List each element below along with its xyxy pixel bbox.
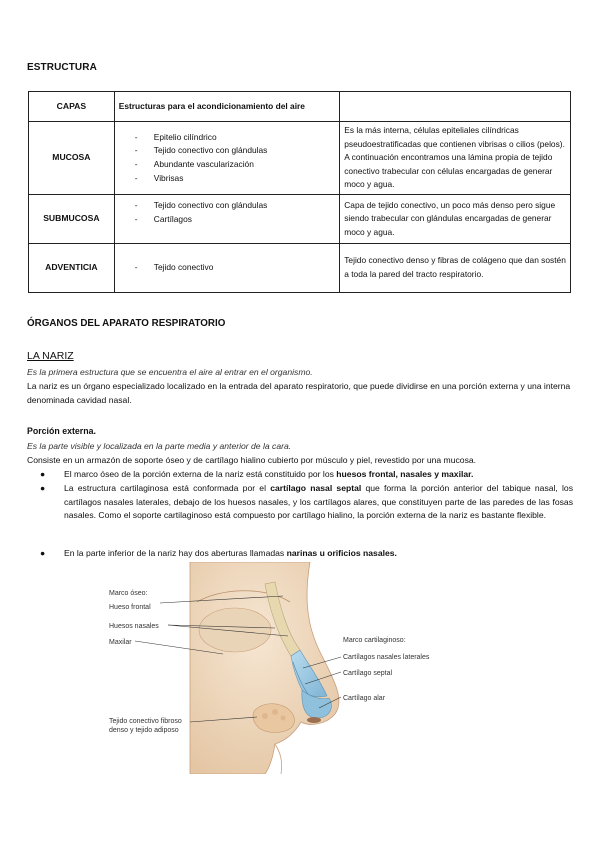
- label-lateral-cartilage: Cartílagos nasales laterales: [343, 654, 430, 661]
- label-nasal-bones: Huesos nasales: [109, 623, 159, 630]
- bullet-dot-icon: ●: [40, 548, 46, 558]
- bullet-item: [40, 468, 573, 482]
- list-item: - Abundante vascularización: [135, 158, 339, 172]
- bullet-item: [40, 547, 573, 561]
- list-item: - Tejido conectivo: [135, 261, 339, 275]
- table-row: [29, 243, 571, 292]
- layer-description: Es la más interna, células epiteliales cilíndricas pseudoestratificadas que contienen vibrisas o cilios (pelos). A continuación encontramos una lámina propia de tejido conectivo trabecular con células encargadas de generar moco y agua.: [340, 122, 571, 195]
- organs-title: ÓRGANOS DEL APARATO RESPIRATORIO: [27, 318, 226, 329]
- list-item: - Tejido conectivo con glándulas: [135, 144, 339, 158]
- layer-items: [114, 122, 339, 195]
- nose-title: LA NARIZ: [27, 350, 74, 362]
- upper-lip: [275, 744, 282, 774]
- bullet-dot-icon: ●: [40, 483, 46, 493]
- layer-name: SUBMUCOSA: [29, 194, 115, 243]
- table-row: [29, 194, 571, 243]
- nose-anatomy-figure: [105, 562, 435, 774]
- bullet-text: En la parte inferior de la nariz hay dos aberturas llamadas: [64, 548, 287, 558]
- bullet-text: La estructura cartilaginosa está conformada por el: [64, 483, 271, 493]
- layer-name: MUCOSA: [29, 122, 115, 195]
- label-tissue-2: denso y tejido adiposo: [109, 727, 179, 734]
- list-item: - Epitelio cilíndrico: [135, 131, 339, 145]
- header-estructuras: Estructuras para el acondicionamiento del aire: [114, 92, 339, 122]
- header-capas: CAPAS: [29, 92, 115, 122]
- table-row: [29, 122, 571, 195]
- nose-intro: La nariz es un órgano especializado localizado en la entrada del aparato respiratorio, que puede dividirse en una porción externa y una interna denominada cavidad nasal.: [27, 381, 571, 405]
- nostril: [307, 717, 321, 723]
- bullet-bold: cartílago nasal septal: [270, 483, 362, 493]
- bullet-text: que forma la porción anterior del tabique nasal, los cartílagos nasales laterales, debajo de los huesos nasales, y los cartílagos alares, que constituyen parte de las paredes de las fosas nasales. Como el soporte cartilaginoso está compuesto por cartílago hialino, la porción externa de la nariz es bastante flexible.: [64, 483, 574, 520]
- label-bone-frame: Marco óseo:: [109, 590, 148, 597]
- layers-table: [28, 91, 571, 293]
- table-header-row: [29, 92, 571, 122]
- bullet-bold: narinas u orificios nasales.: [286, 548, 397, 558]
- label-septal-cartilage: Cartílago septal: [343, 670, 393, 677]
- external-text: Consiste en un armazón de soporte óseo y de cartílago hialino cubierto por músculo y piel, revestido por una mucosa.: [27, 455, 477, 465]
- layer-name: ADVENTICIA: [29, 243, 115, 292]
- layer-items: [114, 243, 339, 292]
- face-skin: [190, 562, 339, 774]
- label-maxilla: Maxilar: [109, 639, 132, 646]
- label-tissue-1: Tejido conectivo fibroso: [109, 718, 182, 725]
- label-alar-cartilage: Cartílago alar: [343, 695, 386, 702]
- bullet-text: El marco óseo de la porción externa de la nariz está constituido por los: [64, 469, 337, 479]
- eye-region: [199, 608, 271, 652]
- layer-description: Tejido conectivo denso y fibras de colágeno que dan sostén a toda la pared del tracto respiratorio.: [340, 243, 571, 292]
- nose-intro-italic: Es la primera estructura que se encuentra el aire al entrar en el organismo.: [27, 367, 313, 377]
- header-empty: [340, 92, 571, 122]
- list-item: - Tejido conectivo con glándulas: [135, 199, 339, 213]
- list-item: - Cartílagos: [135, 213, 339, 227]
- label-cart-frame: Marco cartilaginoso:: [343, 637, 406, 644]
- external-italic: Es la parte visible y localizada en la parte media y anterior de la cara.: [27, 441, 292, 451]
- layer-description: Capa de tejido conectivo, un poco más denso pero sigue siendo trabecular con glándulas encargadas de generar moco y agua.: [340, 194, 571, 243]
- list-item: - Vibrisas: [135, 172, 339, 186]
- label-frontal-bone: Hueso frontal: [109, 604, 151, 611]
- bullet-dot-icon: ●: [40, 469, 46, 479]
- external-title: Porción externa.: [27, 426, 96, 436]
- bullet-bold: huesos frontal, nasales y maxilar.: [336, 469, 474, 479]
- section-title-estructura: ESTRUCTURA: [27, 62, 97, 73]
- bullet-item: [40, 482, 573, 523]
- layer-items: [114, 194, 339, 243]
